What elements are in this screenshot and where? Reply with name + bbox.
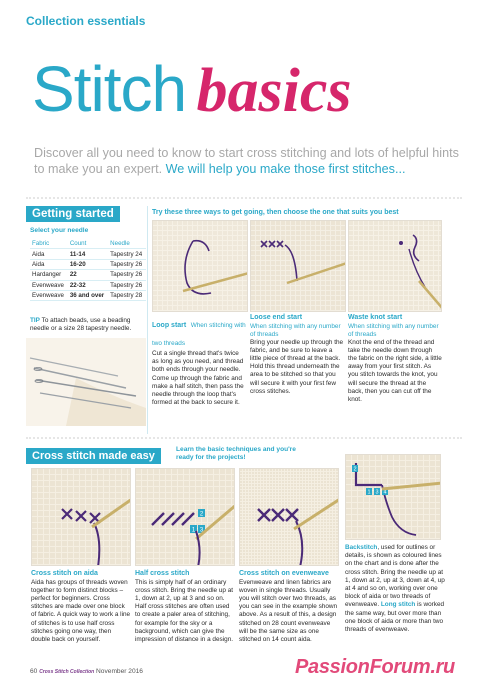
tip-text: To attach beads, use a beading needle or a size 28 tapestry needle.: [30, 317, 132, 333]
half-cross-photo: [135, 468, 235, 566]
loose-end-caption: [250, 314, 344, 396]
backstitch-body: , used for outlines or details, is shown as coloured lines on the chart and is done after the cross stitch. Bring the needle up at 1, down at 2, up at 3, down at 4, up at 4 and so on, working over one block of aida or two threads of evenweave.: [345, 544, 445, 609]
loop-start-sub: When stitching with two threads: [152, 322, 246, 347]
bs-label-3: 3: [375, 489, 379, 496]
label-3: 3: [199, 527, 204, 534]
divider-top: [26, 197, 462, 199]
aida-caption: [31, 570, 131, 644]
getting-started-heading: Getting started: [26, 206, 120, 222]
bs-label-2: 2: [353, 466, 357, 473]
issue-date: November 2016: [96, 668, 143, 675]
loop-start-title: Loop start: [152, 322, 187, 329]
needle-table-cell: Tapestry 26: [108, 270, 146, 280]
page-number: 60: [30, 668, 38, 675]
tip-label: TIP: [30, 317, 40, 324]
backstitch-caption: [345, 544, 445, 634]
backstitch-photo: [345, 454, 441, 540]
needle-table-row: [30, 259, 146, 269]
needle-table-row: [30, 280, 146, 290]
title-stitch: Stitch: [32, 53, 187, 125]
backstitch-title: Backstitch: [345, 544, 378, 551]
needle-table-header: Count: [68, 239, 108, 249]
page-title: [32, 52, 352, 127]
label-2: 2: [199, 511, 204, 518]
aida-title: Cross stitch on aida: [31, 570, 98, 577]
needle-table-cell: Tapestry 26: [108, 280, 146, 290]
loop-start-caption: [152, 314, 246, 407]
needle-table-cell: Aida: [30, 249, 68, 259]
needle-table-header: Needle: [108, 239, 146, 249]
magazine-name: Cross Stitch Collection: [39, 669, 95, 675]
needle-table-cell: Aida: [30, 259, 68, 269]
needle-table-cell: Tapestry 24: [108, 249, 146, 259]
waste-knot-sub: When stitching with any number of threads: [348, 322, 439, 338]
cross-stitch-lead: Learn the basic techniques and you're ready for the projects!: [176, 446, 296, 462]
half-cross-caption: [135, 570, 235, 644]
evenweave-title: Cross stitch on evenweave: [239, 570, 329, 577]
divider-middle: [26, 437, 462, 439]
cross-stitch-heading: Cross stitch made easy: [26, 448, 161, 464]
section-label: Collection essentials: [26, 14, 146, 28]
needle-table-cell: Hardanger: [30, 270, 68, 280]
aida-photo: [31, 468, 131, 566]
long-stitch-title: Long stitch: [380, 601, 416, 609]
evenweave-photo: [239, 468, 339, 566]
aida-body: Aida has groups of threads woven together to form distinct blocks – perfect for beginners. Cross stitches are made over one block of fabric. A quick way to work a line of stitches is to use half cross stitches going one way, then double back on yourself.: [31, 578, 131, 643]
loose-end-body: Bring your needle up through the fabric, and be sure to leave a little piece of thread at the back. Hold this thread underneath the area to be stitched so that you will secure it with your first few cross stitches.: [250, 338, 344, 395]
loose-end-sub: When stitching with any number of threads: [250, 322, 341, 338]
needle-table-cell: 22: [68, 270, 108, 280]
needle-table-cell: 36 and over: [68, 290, 108, 300]
label-1: 1: [191, 527, 196, 534]
waste-knot-caption: [348, 314, 442, 404]
evenweave-caption: [239, 570, 339, 644]
three-ways-heading: Try these three ways to get going, then choose the one that suits you best: [152, 209, 399, 216]
evenweave-body: Evenweave and linen fabrics are woven in single threads. Usually you will stitch over two threads, as you can see in the example shown above. As a result of this, a design stitched on 28 count evenweave will be the same size as one stitched on 14 count aida.: [239, 578, 338, 643]
waste-knot-photo: [348, 220, 442, 312]
half-cross-body: This is simply half of an ordinary cross stitch. Bring the needle up at 1, down at 2, up at 3 and so on. Half cross stitches are often used to create a paler area of stitching, for example for the sky or a background, which can give the impression of distance in a design.: [135, 578, 234, 643]
intro: [34, 145, 464, 177]
needle-table-cell: 11-14: [68, 249, 108, 259]
needle-table-row: [30, 249, 146, 259]
title-basics: basics: [196, 57, 352, 125]
needle-table-cell: Tapestry 26: [108, 259, 146, 269]
needle-table-cell: Evenweave: [30, 290, 68, 300]
bs-label-1: 1: [367, 489, 371, 496]
needle-table-cell: Tapestry 28: [108, 290, 146, 300]
needle-table-header: Fabric: [30, 239, 68, 249]
needle-table-cell: Evenweave: [30, 280, 68, 290]
needle-table-row: [30, 290, 146, 300]
needle-table-cell: 22-32: [68, 280, 108, 290]
needle-table: [30, 239, 146, 301]
select-needle: Select your needle: [30, 227, 89, 234]
footer: [30, 668, 143, 675]
needles-photo: [26, 338, 146, 426]
intro-text: Discover all you need to know to start cross stitching and lots of helpful hints to make you an expert.: [34, 146, 459, 176]
waste-knot-body: Knot the end of the thread and take the needle down through the fabric on the right side, a little away from your first stitch. As you stitch towards the knot, you will secure the thread at the back, then you can cut off the knot.: [348, 338, 442, 403]
loose-end-title: Loose end start: [250, 314, 303, 321]
column-divider: [147, 206, 148, 434]
half-cross-title: Half cross stitch: [135, 570, 190, 577]
waste-knot-title: Waste knot start: [348, 314, 403, 321]
loop-start-photo: [152, 220, 248, 312]
long-stitch-body: is worked the same way, but over more than one block of aida or more than two threads of evenweave.: [345, 601, 445, 634]
bs-label-4: 4: [383, 489, 387, 496]
loose-end-photo: [250, 220, 346, 312]
tip: [30, 317, 142, 333]
needle-table-row: [30, 270, 146, 280]
watermark: PassionForum.ru: [295, 656, 455, 678]
loop-start-body: Cut a single thread that's twice as long as you need, and thread both ends through your needle. Come up through the fabric and make a half stitch, then pass the needle through the loop that's formed at the back to secure it.: [152, 350, 244, 407]
needle-table-cell: 16-20: [68, 259, 108, 269]
intro-highlight: We will help you make those first stitches...: [165, 162, 406, 176]
